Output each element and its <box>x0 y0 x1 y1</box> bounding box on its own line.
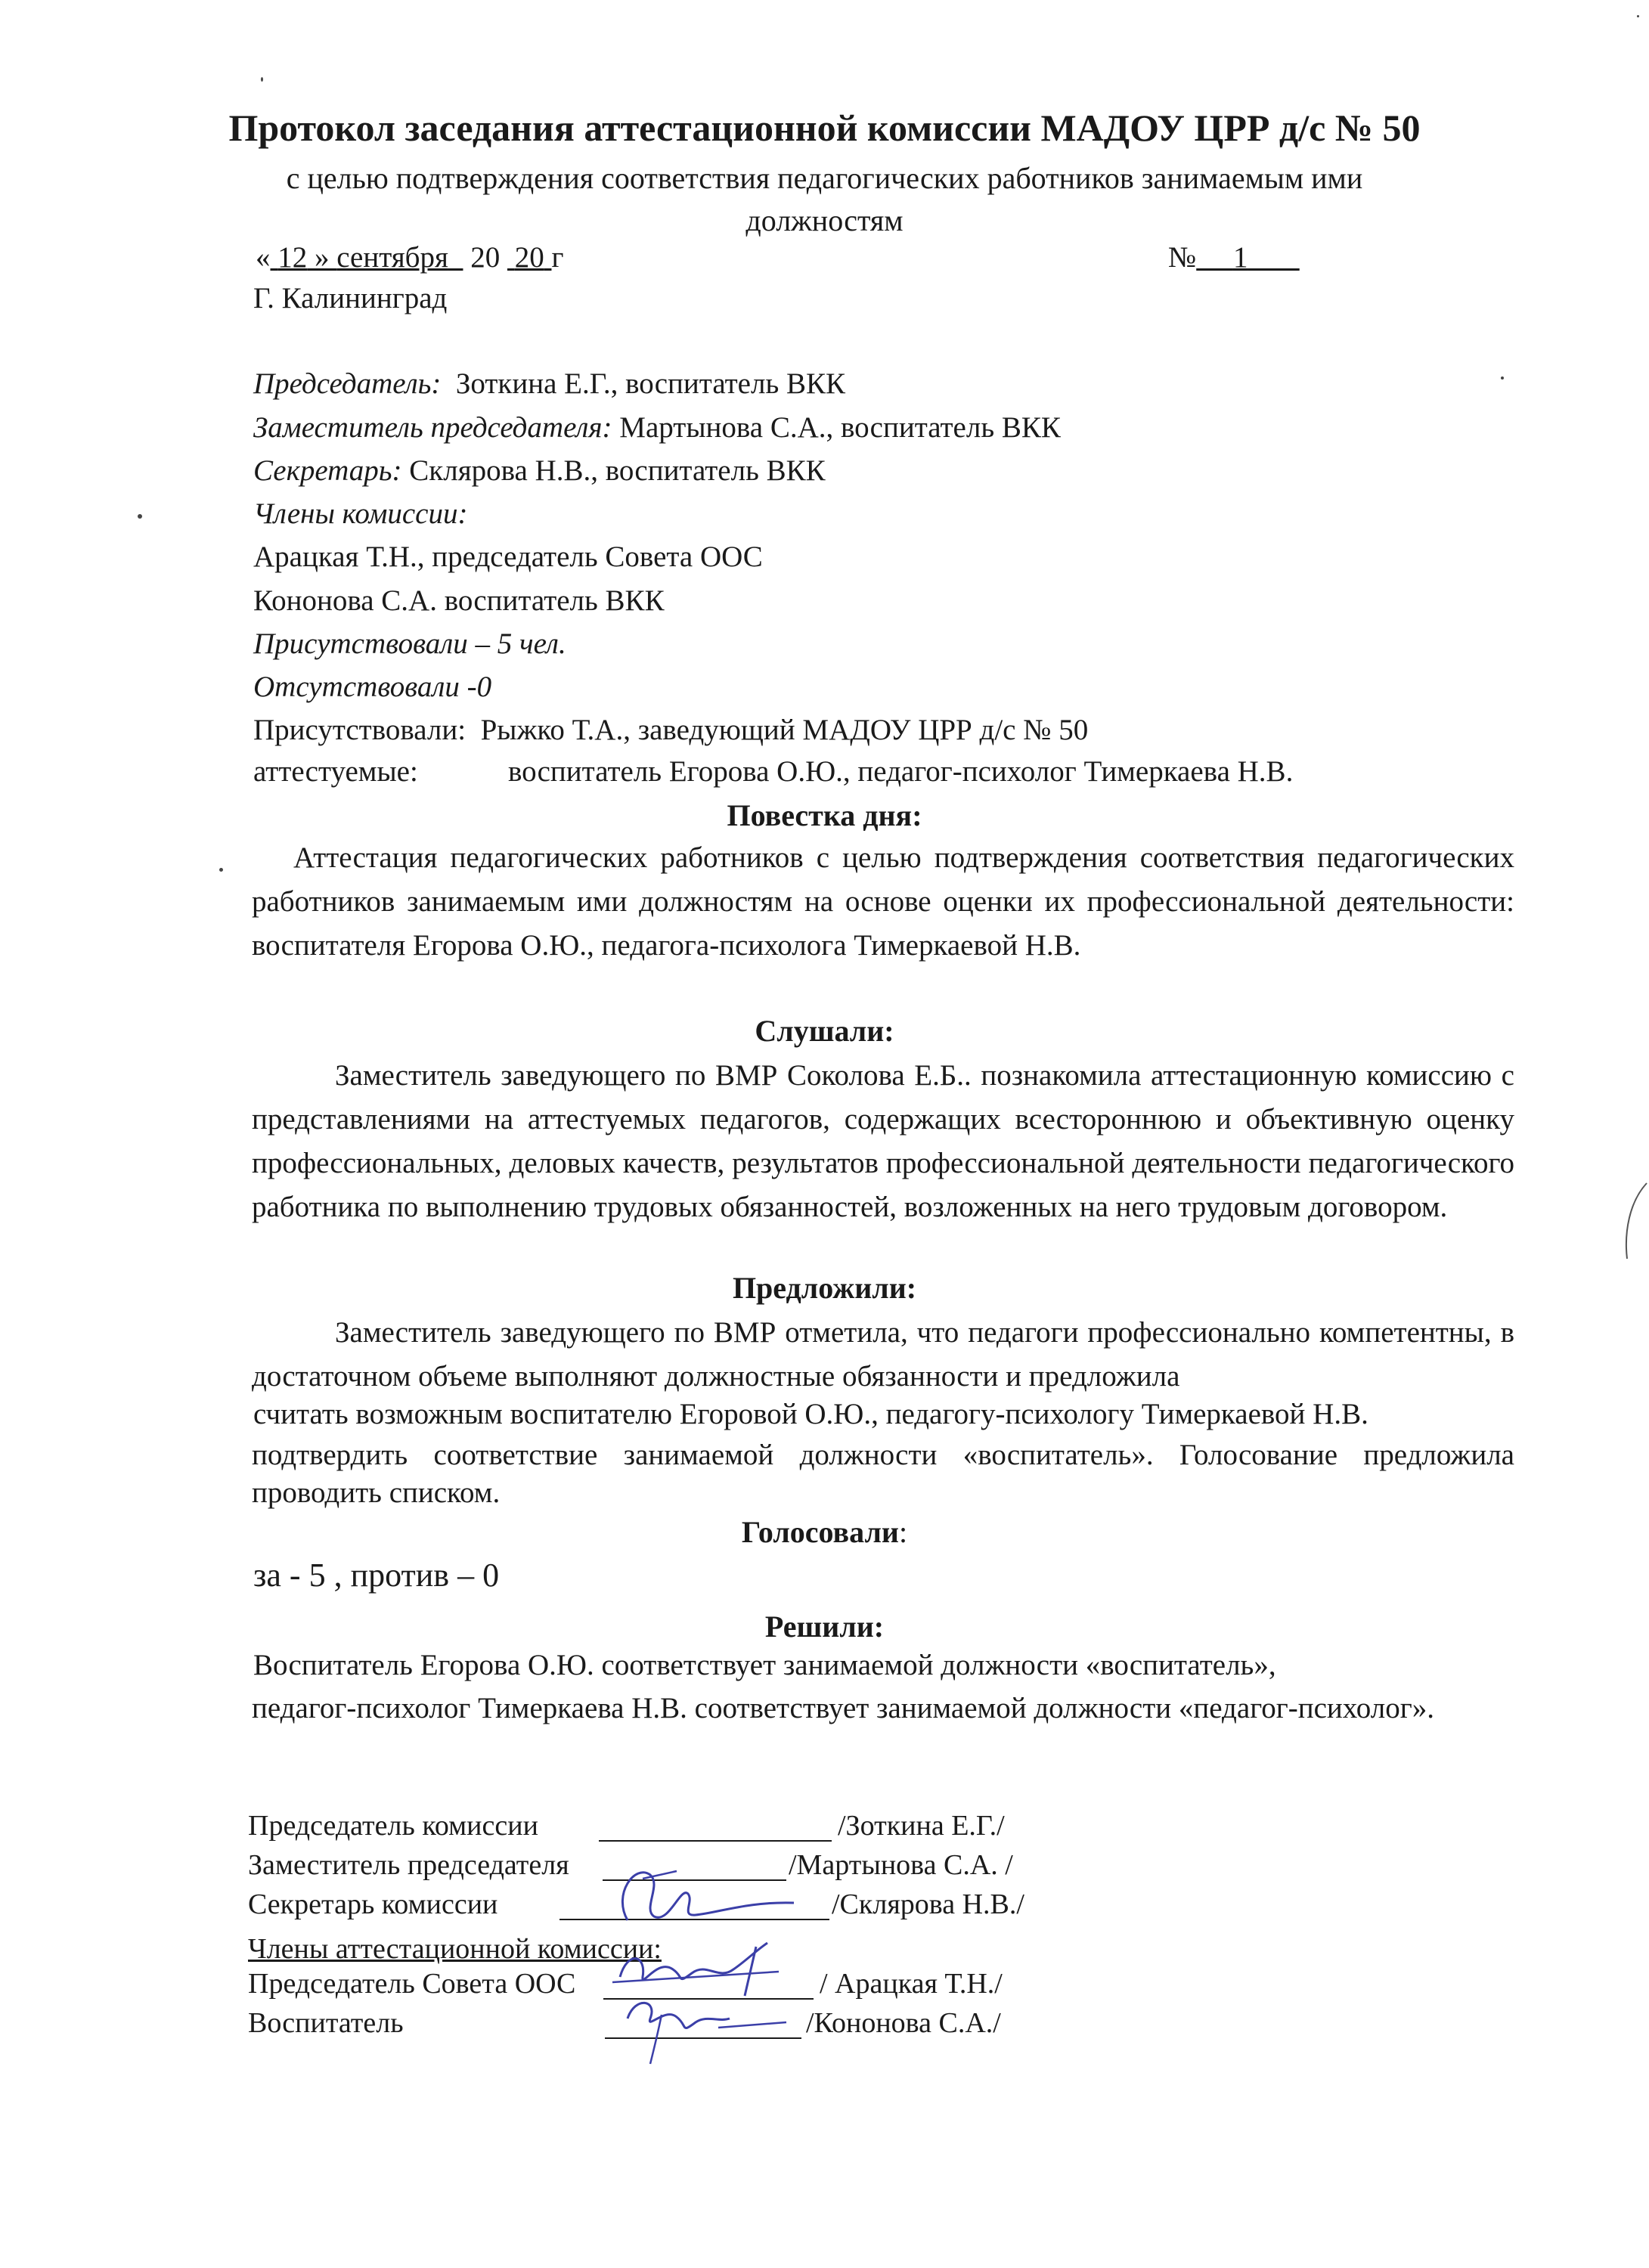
number-label: № <box>1168 241 1197 274</box>
sig-educator-name: /Кононова С.А./ <box>806 2007 1001 2039</box>
members-label: Члены комиссии: <box>253 497 468 530</box>
decided-text-2: педагог-психолог Тимеркаева Н.В. соответствует занимаемой должности «педагог-психолог». <box>252 1692 1434 1724</box>
sig-council-name: / Арацкая Т.Н./ <box>820 1968 1003 2000</box>
decided-heading: Решили: <box>764 1610 885 1644</box>
sig-secretary-label: Секретарь комиссии <box>248 1888 498 1920</box>
scan-speck <box>261 77 263 82</box>
protocol-date <box>256 240 563 274</box>
heard-text: Заместитель заведующего по ВМР Соколова Е.Б.. познакомила аттестационную комиссию с представлениями на аттестуемых педагогов, содержащих всестороннюю и объективную оценку профессиональных, деловых качеств, результатов профессиональной деятельности педагогического работника по выполнению трудовых обязанностей, возложенных на него трудовым договором. <box>252 1059 1514 1223</box>
attended-value: Рыжко Т.А., заведующий МАДОУ ЦРР д/с № 50 <box>480 714 1089 746</box>
attestees-label: аттестуемые: <box>253 755 418 788</box>
agenda-text: Аттестация педагогических работников с целью подтверждения соответствия педагогических работников занимаемым ими должностям на основе оценки их профессиональной деятельности: воспитателя Егорова О.Ю., педагога-психолога Тимеркаевой Н.В. <box>252 841 1514 962</box>
proposed-text-2: считать возможным воспитателю Егоровой О.Ю., педагогу-психологу Тимеркаевой Н.В. <box>253 1398 1368 1430</box>
city: Г. Калининград <box>253 282 448 314</box>
date-year-prefix: 20 <box>470 241 501 274</box>
document-title: Протокол заседания аттестационной комиссии МАДОУ ЦРР д/с № 50 <box>228 107 1421 149</box>
sig-chair-row <box>248 1809 538 1842</box>
attended-label: Присутствовали: <box>253 714 466 746</box>
date-close-quote: » <box>315 241 330 274</box>
proposed-text-1: Заместитель заведующего по ВМР отметила, что педагоги профессионально компетентны, в достаточном объеме выполняют должностные обязанности и предложила <box>252 1316 1514 1393</box>
heard-heading: Слушали: <box>755 1014 894 1048</box>
member-2: Кононова С.А. воспитатель ВКК <box>253 584 665 617</box>
deputy-label: Заместитель председателя: <box>253 411 612 444</box>
scan-edge-mark <box>1618 1179 1648 1263</box>
member-1: Арацкая Т.Н., председатель Совета ООС <box>253 541 763 573</box>
deputy-value: Мартынова С.А., воспитатель ВКК <box>619 411 1061 444</box>
number-value: 1 <box>1232 241 1248 274</box>
scan-speck <box>1637 15 1639 17</box>
sig-chair-name: /Зоткина Е.Г./ <box>838 1810 1005 1842</box>
sig-chair-label: Председатель комиссии <box>248 1810 538 1842</box>
attestees-value: воспитатель Егорова О.Ю., педагог-психолог Тимеркаева Н.В. <box>508 755 1294 788</box>
date-open-quote: « <box>256 241 271 274</box>
chair-row <box>253 367 845 401</box>
document-subtitle-line1: с целью подтверждения соответствия педагогических работников занимаемым ими <box>286 161 1363 195</box>
secretary-row <box>253 454 826 488</box>
agenda-heading: Повестка дня: <box>727 798 922 832</box>
attended-row <box>253 713 1088 747</box>
voted-heading: Голосовали: <box>741 1515 908 1549</box>
scan-speck <box>219 868 223 872</box>
date-year-suffix: 20 <box>514 241 544 274</box>
chair-label: Председатель: <box>253 367 442 400</box>
protocol-number <box>1168 240 1300 274</box>
document-subtitle-line2: должностям <box>745 203 904 237</box>
scan-speck <box>1501 376 1504 380</box>
chair-value: Зоткина Е.Г., воспитатель ВКК <box>455 367 846 400</box>
date-g: г <box>551 241 564 274</box>
educator-handwritten-signature <box>605 1988 809 2071</box>
sig-council-label: Председатель Совета ООС <box>248 1968 576 2000</box>
date-month: сентября <box>336 241 448 274</box>
deputy-row <box>253 411 1061 445</box>
secretary-handwritten-signature <box>597 1848 809 1932</box>
vote-result: за - 5 , против – 0 <box>253 1557 500 1594</box>
date-day: 12 <box>277 241 308 274</box>
sig-secretary-name: /Склярова Н.В./ <box>832 1888 1024 1920</box>
decided-line-1: Воспитатель Егорова О.Ю. соответствует занимаемой должности «воспитатель», <box>253 1649 1276 1681</box>
sig-deputy-name: /Мартынова С.А. / <box>789 1849 1013 1881</box>
sig-members-label: Члены аттестационной комиссии: <box>248 1933 662 1965</box>
sig-deputy-label: Заместитель председателя <box>248 1849 569 1881</box>
absent-count: Отсутствовали -0 <box>253 671 492 703</box>
secretary-label: Секретарь: <box>253 454 402 487</box>
secretary-value: Склярова Н.В., воспитатель ВКК <box>409 454 826 487</box>
proposed-heading: Предложили: <box>732 1271 917 1305</box>
sig-chair-line <box>599 1813 832 1845</box>
proposed-text-3: подтвердить соответствие занимаемой должности «воспитатель». Голосование предложила проводить списком. <box>252 1439 1514 1509</box>
present-count: Присутствовали – 5 чел. <box>253 627 566 660</box>
scan-speck <box>138 514 142 519</box>
sig-educator-label: Воспитатель <box>248 2007 404 2039</box>
